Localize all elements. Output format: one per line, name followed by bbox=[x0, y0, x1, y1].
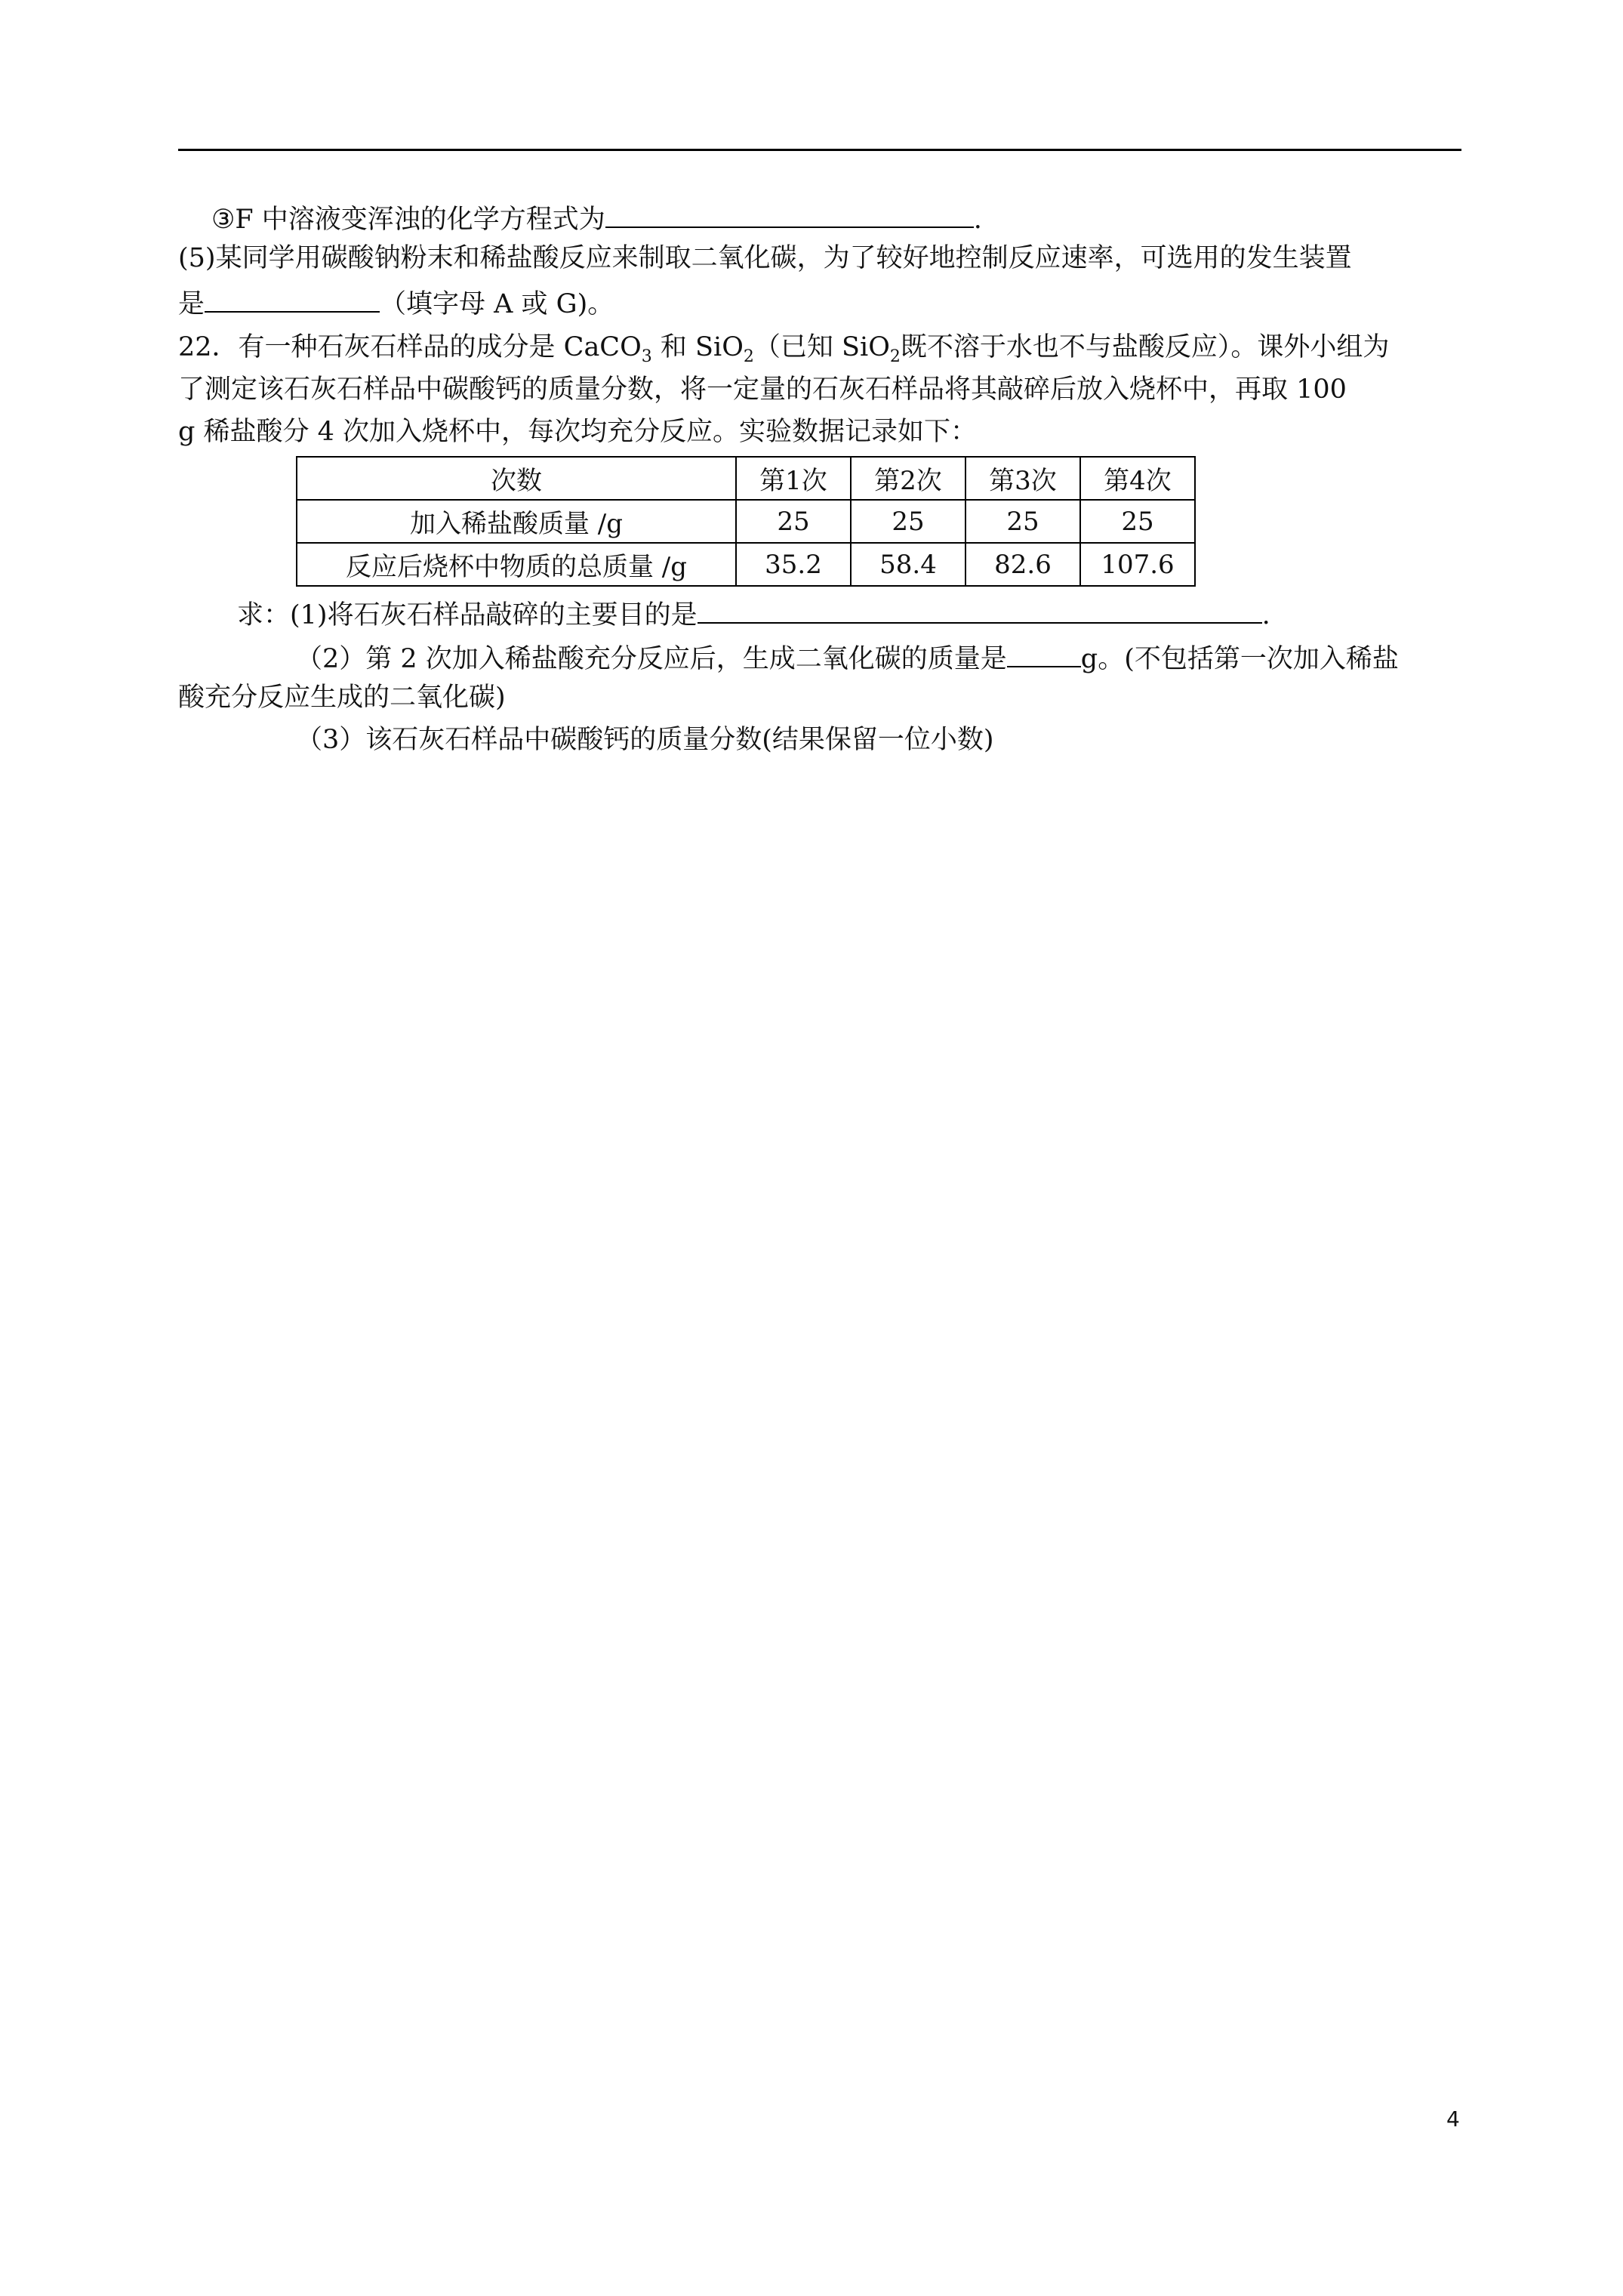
answer-blank[interactable] bbox=[698, 593, 1262, 624]
table-cell: 58.4 bbox=[851, 543, 965, 586]
table-header-cell: 第4次 bbox=[1080, 457, 1195, 500]
q22-ask1-line: 求：(1)将石灰石样品敲碎的主要目的是 . bbox=[237, 593, 1270, 633]
table-row bbox=[297, 500, 1195, 543]
table-header-cell: 第3次 bbox=[965, 457, 1080, 500]
table-cell: 107.6 bbox=[1080, 543, 1195, 586]
table-cell: 25 bbox=[1080, 500, 1195, 543]
q22-ask2-line2: 酸充分反应生成的二氧化碳) bbox=[178, 683, 506, 713]
table-header-cell: 第1次 bbox=[736, 457, 851, 500]
q21-sub5-line1: (5)某同学用碳酸钠粉末和稀盐酸反应来制取二氧化碳，为了较好地控制反应速率，可选用的发生装置 bbox=[178, 243, 1352, 273]
answer-blank[interactable] bbox=[205, 282, 380, 313]
table-row bbox=[297, 543, 1195, 586]
table-cell: 35.2 bbox=[736, 543, 851, 586]
table-header-cell: 次数 bbox=[297, 457, 736, 500]
q22-line3: g 稀盐酸分 4 次加入烧杯中，每次均充分反应。实验数据记录如下： bbox=[178, 417, 978, 447]
q21-sub3-line: ③F 中溶液变浑浊的化学方程式为 . bbox=[211, 198, 982, 238]
q22-ask3-line: （3）该石灰石样品中碳酸钙的质量分数(结果保留一位小数) bbox=[296, 725, 994, 755]
page-number: 4 bbox=[1446, 2106, 1460, 2131]
table-cell: 25 bbox=[736, 500, 851, 543]
table-cell: 25 bbox=[851, 500, 965, 543]
table-cell: 反应后烧杯中物质的总质量 /g bbox=[297, 543, 736, 586]
experiment-data-table bbox=[296, 456, 1196, 587]
q22-line1: 22．有一种石灰石样品的成分是 CaCO$_3$ 和 SiO$_2$（已知 SiO$_2$既不溶于水也不与盐酸反应）。课外小组为 bbox=[178, 332, 1390, 366]
header-rule bbox=[178, 149, 1461, 151]
q21-sub5-line2: 是 （填字母 A 或 G)。 bbox=[178, 282, 614, 322]
table-header-row bbox=[297, 457, 1195, 500]
answer-blank[interactable] bbox=[605, 198, 974, 228]
table-cell: 加入稀盐酸质量 /g bbox=[297, 500, 736, 543]
q22-ask2-line: （2）第 2 次加入稀盐酸充分反应后，生成二氧化碳的质量是 g。(不包括第一次加入稀盐 bbox=[296, 637, 1399, 677]
table-cell: 82.6 bbox=[965, 543, 1080, 586]
table-cell: 25 bbox=[965, 500, 1080, 543]
table-header-cell: 第2次 bbox=[851, 457, 965, 500]
answer-blank[interactable] bbox=[1007, 637, 1081, 667]
q22-line2: 了测定该石灰石样品中碳酸钙的质量分数，将一定量的石灰石样品将其敲碎后放入烧杯中，再取 100 bbox=[178, 374, 1347, 405]
